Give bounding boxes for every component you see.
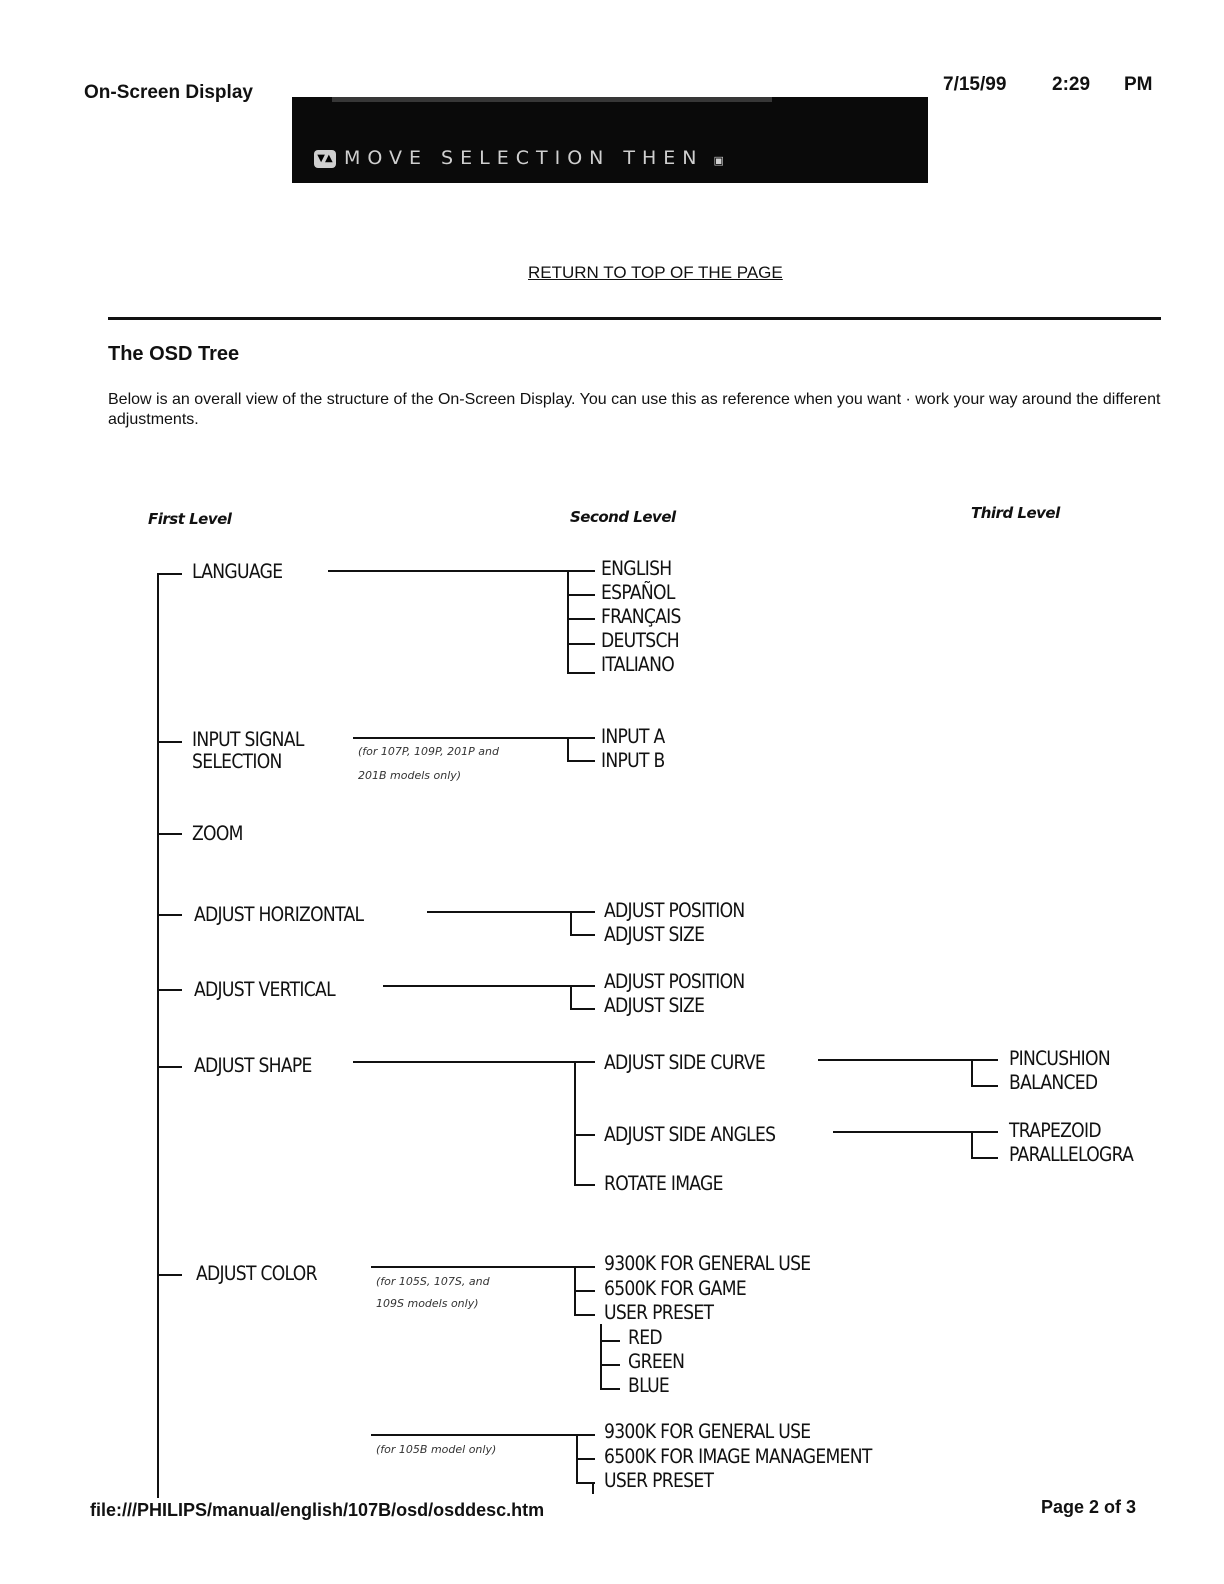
tree-item-h-size: ADJUST SIZE <box>604 923 705 946</box>
tree-item-selection: SELECTION <box>192 750 282 773</box>
third-level-heading: Third Level <box>971 504 1060 522</box>
banner-caption <box>314 147 724 169</box>
tree-item-francais: FRANÇAIS <box>601 605 681 628</box>
tree-item-v-size: ADJUST SIZE <box>604 994 705 1017</box>
tree-item-language: LANGUAGE <box>192 560 283 583</box>
tree-item-english: ENGLISH <box>601 557 672 580</box>
tree-item-user-preset-b: USER PRESET <box>604 1469 714 1492</box>
second-level-heading: Second Level <box>570 508 676 526</box>
intro-paragraph: Below is an overall view of the structure of the On-Screen Display. You can use this as reference when you want · work your way around the different adjustments. <box>108 391 1161 428</box>
tree-item-deutsch: DEUTSCH <box>601 629 679 652</box>
tree-item-rotate-image: ROTATE IMAGE <box>604 1172 723 1195</box>
tree-item-side-angles: ADJUST SIDE ANGLES <box>604 1123 776 1146</box>
print-date: 7/15/99 <box>943 74 1007 95</box>
section-title: The OSD Tree <box>108 343 240 365</box>
banner-smudge <box>332 97 772 102</box>
tree-item-h-position: ADJUST POSITION <box>604 899 745 922</box>
color-model-b-note: (for 105B model only) <box>376 1443 497 1456</box>
tree-item-v-position: ADJUST POSITION <box>604 970 745 993</box>
tree-item-adjust-shape: ADJUST SHAPE <box>194 1054 312 1077</box>
document-title: On-Screen Display <box>84 82 253 103</box>
tree-item-parallelogram: PARALLELOGRA <box>1009 1143 1134 1166</box>
tree-item-espanol: ESPAÑOL <box>601 581 675 604</box>
tree-item-9300k: 9300K FOR GENERAL USE <box>604 1252 811 1275</box>
horizontal-rule <box>108 317 1161 320</box>
tree-item-user-preset: USER PRESET <box>604 1301 714 1324</box>
tree-item-side-curve: ADJUST SIDE CURVE <box>604 1051 766 1074</box>
ok-icon: ▣ <box>713 154 724 167</box>
tree-item-red: RED <box>628 1326 662 1349</box>
tree-item-input-signal: INPUT SIGNAL <box>192 728 304 751</box>
tree-item-trapezoid: TRAPEZOID <box>1009 1119 1101 1142</box>
tree-item-balanced: BALANCED <box>1009 1071 1098 1094</box>
footer-file-path: file:///PHILIPS/manual/english/107B/osd/osddesc.htm <box>90 1500 545 1520</box>
input-models-note-2: 201B models only) <box>358 769 462 782</box>
color-models-note: (for 105S, 107S, and <box>376 1275 490 1288</box>
osd-banner-image <box>292 97 928 183</box>
return-to-top-link[interactable]: RETURN TO TOP OF THE PAGE <box>528 263 783 282</box>
tree-item-italiano: ITALIANO <box>601 653 675 676</box>
tree-item-9300k-b: 9300K FOR GENERAL USE <box>604 1420 811 1443</box>
tree-item-adjust-color: ADJUST COLOR <box>196 1262 317 1285</box>
tree-item-input-a: INPUT A <box>601 725 665 748</box>
first-level-heading: First Level <box>148 510 232 528</box>
print-time: 2:29 <box>1052 74 1091 95</box>
tree-item-green: GREEN <box>628 1350 685 1373</box>
tree-item-zoom: ZOOM <box>192 822 243 845</box>
color-models-note-2: 109S models only) <box>376 1297 479 1310</box>
footer-page-number: Page 2 of 3 <box>1041 1497 1137 1517</box>
up-down-arrows-icon: ▼▲ <box>314 150 336 168</box>
tree-item-adjust-horizontal: ADJUST HORIZONTAL <box>194 903 364 926</box>
banner-text: MOVE SELECTION THEN <box>344 147 704 169</box>
input-models-note: (for 107P, 109P, 201P and <box>358 745 499 758</box>
tree-item-input-b: INPUT B <box>601 749 665 772</box>
tree-item-blue: BLUE <box>628 1374 670 1397</box>
tree-item-6500k-game: 6500K FOR GAME <box>604 1277 746 1300</box>
tree-item-adjust-vertical: ADJUST VERTICAL <box>194 978 335 1001</box>
tree-item-6500k-image: 6500K FOR IMAGE MANAGEMENT <box>604 1445 872 1468</box>
print-ampm: PM <box>1124 74 1153 95</box>
tree-item-pincushion: PINCUSHION <box>1009 1047 1110 1070</box>
